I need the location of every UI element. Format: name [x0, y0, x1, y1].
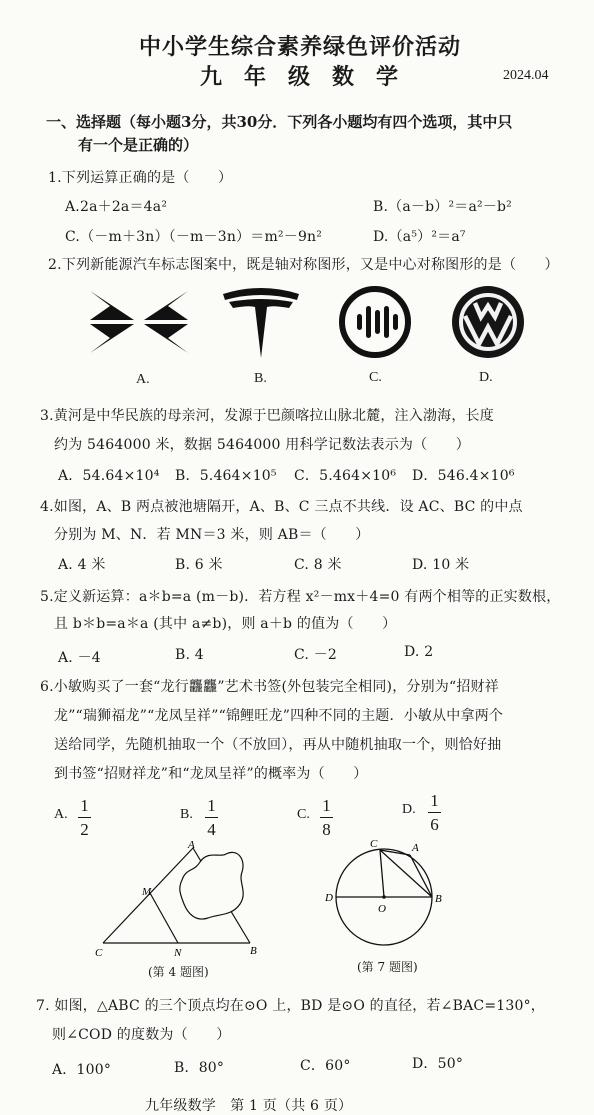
fig7-label-b: B — [435, 893, 442, 905]
q4-option-a: A. 4 米 — [58, 557, 106, 573]
q4-option-d: D. 10 米 — [412, 557, 470, 573]
q3-stem-line1: 3.黄河是中华民族的母亲河，发源于巴颜喀拉山脉北麓，注入渤海，长度 — [40, 408, 494, 424]
x-logo-icon — [88, 287, 190, 357]
sound-wave-logo-icon — [335, 284, 415, 360]
q1-option-a: A.2a＋2a＝4a² — [65, 199, 168, 215]
q2-label-d: D. — [479, 370, 493, 385]
q6-stem-line2: 龙”“瑞狮福龙”“龙凤呈祥”“锦鲤旺龙”四种不同的主题．小敏从中拿两个 — [54, 708, 504, 724]
q5-option-d: D. 2 — [404, 644, 434, 660]
q2-stem: 2.下列新能源汽车标志图案中，既是轴对称图形，又是中心对称图形的是（ ） — [48, 257, 559, 273]
fig4-label-m: M — [142, 886, 152, 898]
q3-option-d: D．546.4×10⁶ — [412, 468, 515, 484]
q4-option-c: C. 8 米 — [294, 557, 342, 573]
page-title: 中小学生综合素养绿色评价活动 — [139, 34, 462, 60]
q5-stem-line1: 5.定义新运算：a＊b=a (m－b)．若方程 x²－mx＋4=0 有两个相等的正实数根， — [40, 589, 561, 605]
vw-logo-icon — [448, 284, 528, 360]
fig4-label-c: C — [95, 947, 103, 959]
q6-option-c-fraction — [320, 796, 333, 839]
fig4-label-b: B — [250, 945, 257, 957]
q3-option-c: C．5.464×10⁶ — [294, 468, 397, 484]
fig7-label-c: C — [370, 838, 378, 850]
figure-q7-caption: (第 7 题图) — [357, 960, 418, 974]
q6-option-b-fraction — [205, 796, 218, 839]
q6-option-a-label: A. — [54, 807, 68, 822]
q6-option-d-label: D. — [402, 802, 416, 817]
page-footer: 九年级数学 第 1 页（共 6 页） — [145, 1098, 353, 1114]
fraction-denominator: 8 — [322, 820, 331, 840]
q4-stem-line1: 4.如图，A、B 两点被池塘隔开，A、B、C 三点不共线．设 AC、BC 的中点 — [40, 499, 523, 515]
exam-date: 2024.04 — [503, 68, 549, 83]
fraction-denominator: 4 — [207, 820, 216, 840]
figure-q7-circle — [322, 834, 452, 952]
q7-stem-line1: 7. 如图，△ABC 的三个顶点均在⊙O 上，BD 是⊙O 的直径，若∠BAC=130°， — [36, 998, 545, 1014]
q3-option-b: B．5.464×10⁵ — [175, 468, 277, 484]
section-heading-line2: 有一个是正确的） — [78, 136, 199, 154]
q3-option-a: A．54.64×10⁴ — [58, 468, 160, 484]
fig4-label-n: N — [174, 947, 182, 959]
q7-option-b: B．80° — [174, 1060, 225, 1076]
fraction-numerator: 1 — [430, 791, 439, 810]
q1-stem: 1.下列运算正确的是（ ） — [48, 170, 233, 186]
q7-option-a: A．100° — [52, 1062, 112, 1078]
fig7-label-a: A — [412, 842, 419, 854]
q4-stem-line2: 分别为 M、N．若 MN＝3 米，则 AB＝（ ） — [54, 527, 370, 543]
fig4-label-a: A — [188, 839, 195, 851]
q2-label-c: C. — [369, 370, 382, 385]
figure-q4-triangle — [90, 838, 270, 960]
fraction-numerator: 1 — [207, 796, 216, 815]
fraction-numerator: 1 — [322, 796, 331, 815]
subject-title: 九年级数学 — [200, 64, 421, 90]
q2-label-b: B. — [254, 371, 267, 386]
q5-option-c: C. －2 — [294, 647, 338, 663]
fraction-numerator: 1 — [80, 796, 89, 815]
q6-option-a-fraction — [78, 796, 91, 839]
q5-option-a: A. －4 — [58, 650, 101, 666]
figure-q4-caption: (第 4 题图) — [148, 965, 209, 979]
fraction-denominator: 2 — [80, 820, 89, 840]
q5-option-b: B. 4 — [175, 647, 204, 663]
q7-option-d: D．50° — [412, 1056, 464, 1072]
q6-option-c-label: C. — [297, 807, 310, 822]
fig7-label-o: O — [378, 903, 386, 915]
tesla-logo-icon — [221, 284, 301, 360]
q4-option-b: B. 6 米 — [175, 557, 223, 573]
q1-option-d: D.（a⁵）²＝a⁷ — [373, 229, 466, 245]
q6-stem-line4: 到书签“招财祥龙”和“龙凤呈祥”的概率为（ ） — [54, 766, 368, 782]
q6-option-d-fraction — [428, 791, 441, 834]
q6-stem-line3: 送给同学，先随机抽取一个（不放回），再从中随机抽取一个，则恰好抽 — [54, 737, 502, 753]
q1-option-c: C.（－m＋3n）（－m－3n）＝m²－9n² — [65, 229, 323, 245]
q2-label-a: A. — [136, 372, 150, 387]
q5-stem-line2: 且 b＊b=a＊a (其中 a≠b)，则 a＋b 的值为（ ） — [54, 616, 397, 632]
q6-stem-line1: 6.小敏购买了一套“龙行龘龘”艺术书签(外包装完全相同)，分别为“招财祥 — [40, 679, 499, 695]
q7-stem-line2: 则∠COD 的度数为（ ） — [52, 1027, 231, 1043]
q7-option-c: C．60° — [300, 1058, 351, 1074]
q1-option-b: B.（a－b）²＝a²－b² — [373, 199, 512, 215]
q6-option-b-label: B. — [180, 807, 193, 822]
fraction-denominator: 6 — [430, 815, 439, 835]
fig7-label-d: D — [325, 892, 333, 904]
q3-stem-line2: 约为 5464000 米，数据 5464000 用科学记数法表示为（ ） — [54, 437, 470, 453]
section-heading-line1: 一、选择题（每小题3分，共30分．下列各小题均有四个选项，其中只 — [46, 113, 513, 131]
